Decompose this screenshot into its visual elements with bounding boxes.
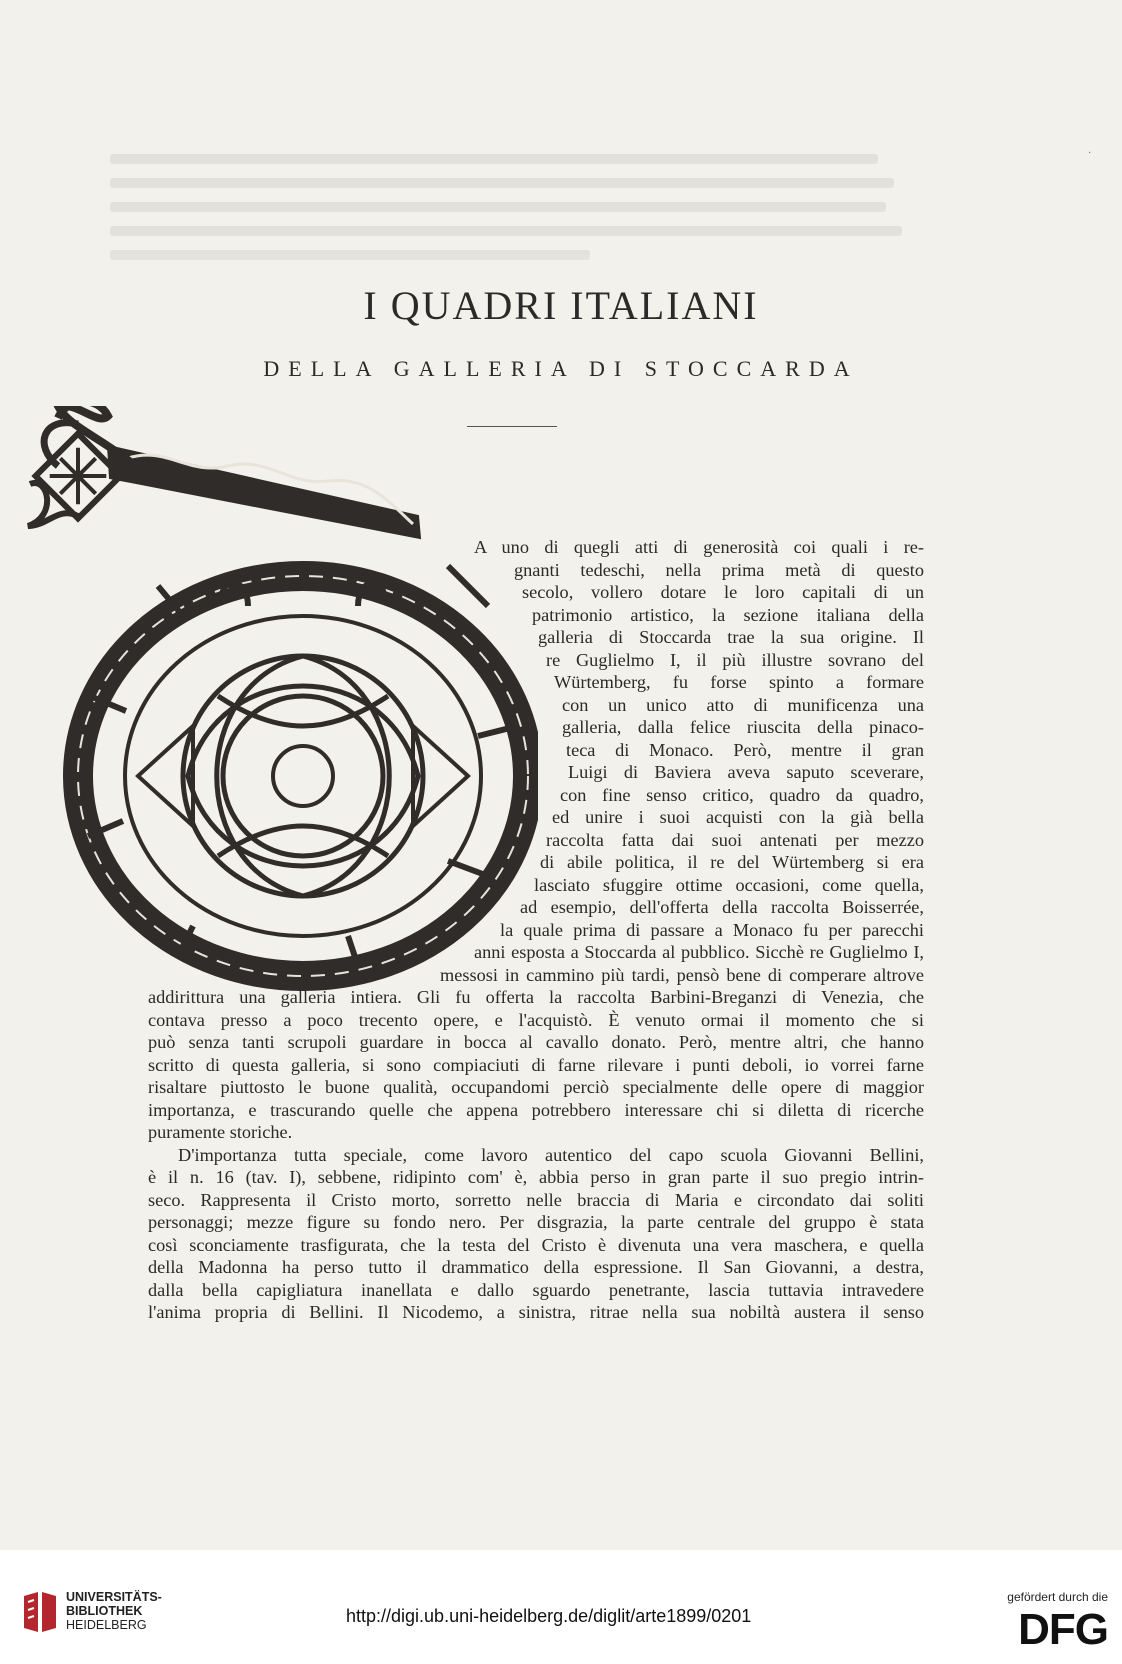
body-line: gnanti tedeschi, nella prima metà di questo (514, 559, 924, 580)
body-line: può senza tanti scrupoli guardare in bocca al cavallo donato. Però, mentre altri, che hanno (148, 1032, 924, 1052)
article-subtitle: DELLA GALLERIA DI STOCCARDA (263, 356, 859, 381)
body-line: patrimonio artistico, la sezione italiana della (532, 604, 924, 625)
body-line: seco. Rappresenta il Cristo morto, sorretto nelle braccia di Maria e circondato dai soliti (148, 1189, 924, 1210)
body-line: scritto di questa galleria, si sono compiaciuti di farne rilevare i punti deboli, io vorrei farne (148, 1054, 924, 1075)
funder-logo: DFG (1018, 1605, 1108, 1654)
body-line: teca di Monaco. Però, mentre il gran (566, 739, 924, 760)
body-line: D'importanza tutta speciale, come lavoro autentico del capo scuola Giovanni Bellini, (178, 1144, 924, 1165)
body-line: risaltare piuttosto le buone qualità, occupandomi perciò specialmente delle opere di maggior (148, 1077, 924, 1097)
body-line: così sconciamente trasfigurata, che la testa del Cristo è divenuta una vera maschera, e quella (148, 1234, 924, 1255)
body-line: addirittura una galleria intiera. Gli fu offerta la raccolta Barbini-Breganzi di Venezia, che (148, 987, 924, 1007)
body-line: della Madonna ha perso tutto il drammatico della espressione. Il San Giovanni, a destra, (148, 1257, 924, 1277)
library-name (66, 1590, 162, 1632)
body-line: messosi in cammino più tardi, pensò bene di comperare altrove (440, 964, 924, 985)
library-line-1: UNIVERSITÄTS- (66, 1590, 162, 1604)
body-line: l'anima propria di Bellini. Il Nicodemo, a sinistra, ritrae nella sua nobiltà austera il senso (148, 1302, 924, 1322)
body-line: raccolta fatta dai suoi antenati per mezzo (546, 829, 924, 850)
page-url-link[interactable]: http://digi.ub.uni-heidelberg.de/diglit/arte1899/0201 (346, 1606, 752, 1626)
margin-mark: · (1088, 148, 1092, 159)
body-line: di abile politica, il re del Würtemberg si era (540, 852, 924, 872)
body-line: A uno di quegli atti di generosità coi quali i re- (474, 537, 924, 557)
library-logo-icon (22, 1590, 58, 1634)
body-line: contava presso a poco trecento opere, e l'acquistò. È venuto ormai il momento che si (148, 1009, 924, 1030)
body-line: puramente storiche. (148, 1122, 293, 1142)
body-line: lasciato sfuggire ottime occasioni, come quella, (534, 874, 924, 895)
body-line: con fine senso critico, quadro da quadro, (560, 784, 924, 805)
bleed-through-text (110, 140, 910, 300)
body-line: ad esempio, dell'offerta della raccolta Boisserrée, (520, 897, 924, 917)
body-line: importanza, e trascurando quelle che appena potrebbero interessare chi si diletta di ricerche (148, 1099, 924, 1120)
body-line: è il n. 16 (tav. I), sebbene, ridipinto com' è, abbia perso in gran parte il suo pregio intrin- (148, 1167, 924, 1187)
body-line: galleria di Stoccarda trae la sua origine. Il (538, 627, 924, 647)
body-line: Würtemberg, fu forse spinto a formare (554, 672, 924, 692)
article-title: I QUADRI ITALIANI (363, 283, 759, 328)
library-line-3: HEIDELBERG (66, 1618, 147, 1632)
body-line: ed unire i suoi acquisti con la già bella (552, 807, 924, 827)
body-line: dalla bella capigliatura inanellata e dallo sguardo penetrante, lascia tuttavia intravedere (148, 1279, 924, 1300)
library-line-2: BIBLIOTHEK (66, 1604, 143, 1618)
funder-label: gefördert durch die (1007, 1590, 1108, 1604)
body-line: la quale prima di passare a Monaco fu per parecchi (500, 919, 924, 940)
body-line: Luigi di Baviera aveva saputo sceverare, (568, 762, 924, 782)
body-line: secolo, vollero dotare le loro capitali di un (522, 582, 924, 602)
body-line: con un unico atto di munificenza una (562, 694, 924, 715)
body-line: galleria, dalla felice riuscita della pinaco- (562, 717, 924, 737)
body-line: anni esposta a Stoccarda al pubblico. Sicchè re Guglielmo I, (474, 942, 924, 962)
body-line: personaggi; mezze figure su fondo nero. Per disgrazia, la parte centrale del gruppo è stata (148, 1212, 924, 1232)
ornamental-initial-d (18, 406, 538, 1006)
body-line: re Guglielmo I, il più illustre sovrano del (546, 649, 924, 670)
